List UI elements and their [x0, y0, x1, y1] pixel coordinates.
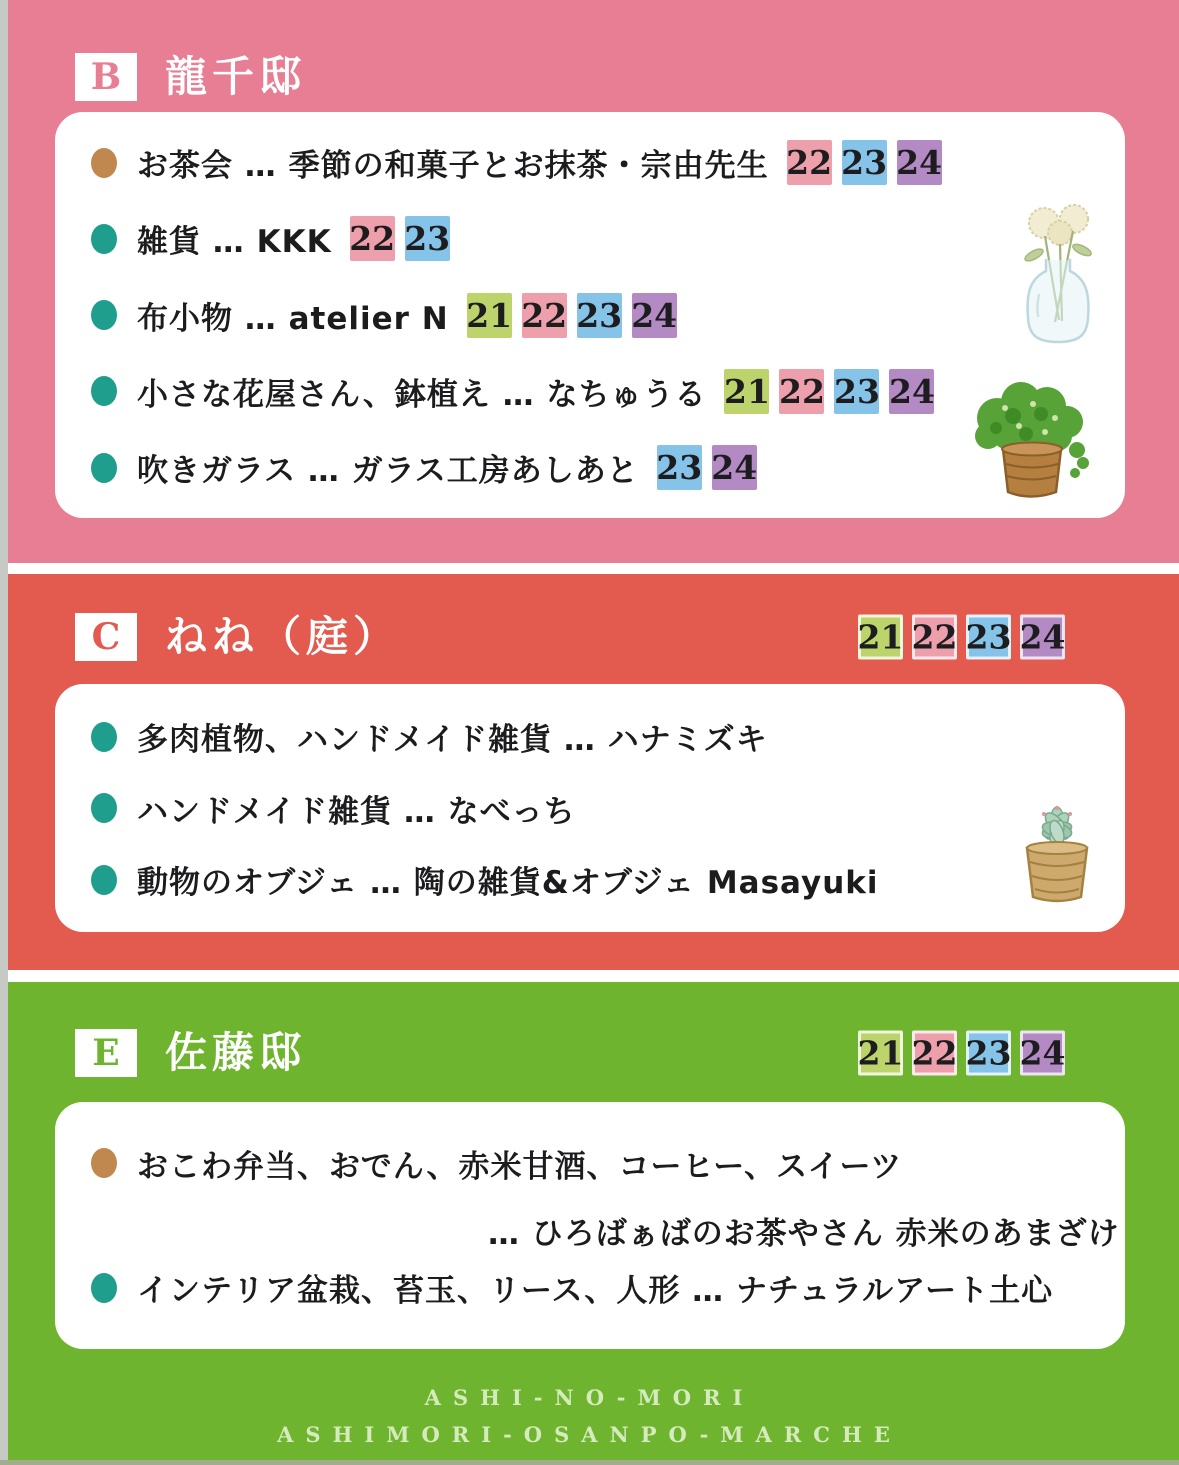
- section-e-header: [0, 1028, 1179, 1078]
- day-badge: 23: [966, 615, 1011, 660]
- day-badge: 24: [712, 445, 757, 490]
- item-text: お茶会 … 季節の和菓子とお抹茶・宗由先生: [137, 148, 769, 184]
- day-badge: 23: [405, 216, 450, 261]
- day-badge: 22: [912, 615, 957, 660]
- day-badge: 23: [577, 293, 622, 338]
- section-letter: C: [91, 616, 121, 658]
- day-badge: 22: [350, 216, 395, 261]
- bullet-icon: [91, 148, 117, 178]
- day-badge: 23: [657, 445, 702, 490]
- day-badge: 24: [1020, 615, 1065, 660]
- day-badges: [350, 216, 450, 261]
- day-badge: 23: [834, 369, 879, 414]
- item-text: おこわ弁当、おでん、赤米甘酒、コーヒー、スイーツ: [137, 1148, 903, 1185]
- day-badge: 21: [724, 369, 769, 414]
- section-b-band: [0, 0, 1179, 563]
- list-item: [91, 714, 1089, 759]
- item-text: 動物のオブジェ … 陶の雑貨&オブジェ Masayuki: [137, 865, 879, 901]
- day-badge: 21: [858, 615, 903, 660]
- potted-plant-icon: [963, 370, 1099, 506]
- bottom-edge-strip: [0, 1460, 1179, 1465]
- day-badge: 24: [889, 369, 934, 414]
- section-b-title: 龍千邸: [165, 52, 307, 101]
- day-badge: 22: [787, 140, 832, 185]
- footer-line-2: ASHIMORI-OSANPO-MARCHE: [277, 1422, 902, 1447]
- left-edge-strip: [0, 0, 8, 1465]
- section-e-title: 佐藤邸: [165, 1028, 307, 1077]
- section-b-letter-box: [75, 53, 137, 101]
- item-text-continued: … ひろばぁばのお茶やさん 赤米のあまざけ: [488, 1215, 1120, 1252]
- succulent-basket-icon: [1011, 798, 1103, 908]
- day-badges: [657, 445, 757, 490]
- item-text: 多肉植物、ハンドメイド雑貨 … ハナミズキ: [137, 722, 768, 758]
- item-text: 吹きガラス … ガラス工房あしあと: [137, 453, 639, 489]
- list-item: [91, 857, 1089, 902]
- day-badge: 22: [779, 369, 824, 414]
- day-badges: [724, 369, 934, 414]
- section-letter: E: [92, 1032, 120, 1074]
- bullet-icon: [91, 1148, 117, 1178]
- section-c-header: [0, 612, 1179, 662]
- item-text: 雑貨 … KKK: [137, 224, 332, 261]
- section-e-letter-box: [75, 1029, 137, 1077]
- day-badge: 21: [467, 293, 512, 338]
- bullet-icon: [91, 453, 117, 483]
- day-badges: [858, 615, 1065, 660]
- list-item: [91, 216, 1089, 261]
- section-e-card: [55, 1102, 1125, 1349]
- day-badge: 24: [632, 293, 677, 338]
- list-item: [91, 445, 1089, 490]
- bullet-icon: [91, 865, 117, 895]
- item-text: 布小物 … atelier N: [137, 300, 449, 337]
- day-badge: 24: [897, 140, 942, 185]
- footer-line-1: ASHI-NO-MORI: [424, 1385, 755, 1410]
- section-divider: [0, 563, 1179, 574]
- bullet-icon: [91, 224, 117, 254]
- day-badge: 22: [522, 293, 567, 338]
- item-text: ハンドメイド雑貨 … なべっち: [137, 793, 576, 830]
- bullet-icon: [91, 793, 117, 823]
- section-divider: [0, 970, 1179, 982]
- section-letter: B: [90, 56, 122, 98]
- day-badges: [787, 140, 942, 185]
- bullet-icon: [91, 1273, 117, 1303]
- day-badge: 24: [1020, 1031, 1065, 1076]
- list-item: [91, 140, 1089, 185]
- list-item: [91, 786, 1089, 831]
- day-badges: [467, 293, 677, 338]
- item-text: 小さな花屋さん、鉢植え … なちゅうる: [137, 376, 707, 413]
- section-c-title: ねね（庭）: [165, 612, 401, 661]
- footer: [0, 1379, 1179, 1453]
- day-badge: 23: [842, 140, 887, 185]
- section-b-header: [0, 52, 1179, 102]
- day-badge: 22: [912, 1031, 957, 1076]
- list-item: [91, 369, 1089, 414]
- section-c-band: [0, 574, 1179, 970]
- day-badges: [858, 1031, 1065, 1076]
- bullet-icon: [91, 376, 117, 406]
- list-item: [91, 1141, 1120, 1253]
- section-e-band: [0, 982, 1179, 1465]
- list-item: [91, 293, 1089, 338]
- section-c-card: [55, 684, 1125, 932]
- section-c-letter-box: [75, 613, 137, 661]
- bullet-icon: [91, 300, 117, 330]
- item-text: インテリア盆栽、苔玉、リース、人形 … ナチュラルアート土心: [137, 1273, 1054, 1310]
- bullet-icon: [91, 722, 117, 752]
- list-item: [91, 1265, 1089, 1310]
- day-badge: 23: [966, 1031, 1011, 1076]
- vase-with-flowers-icon: [1015, 200, 1101, 352]
- day-badge: 21: [858, 1031, 903, 1076]
- section-b-card: [55, 112, 1125, 518]
